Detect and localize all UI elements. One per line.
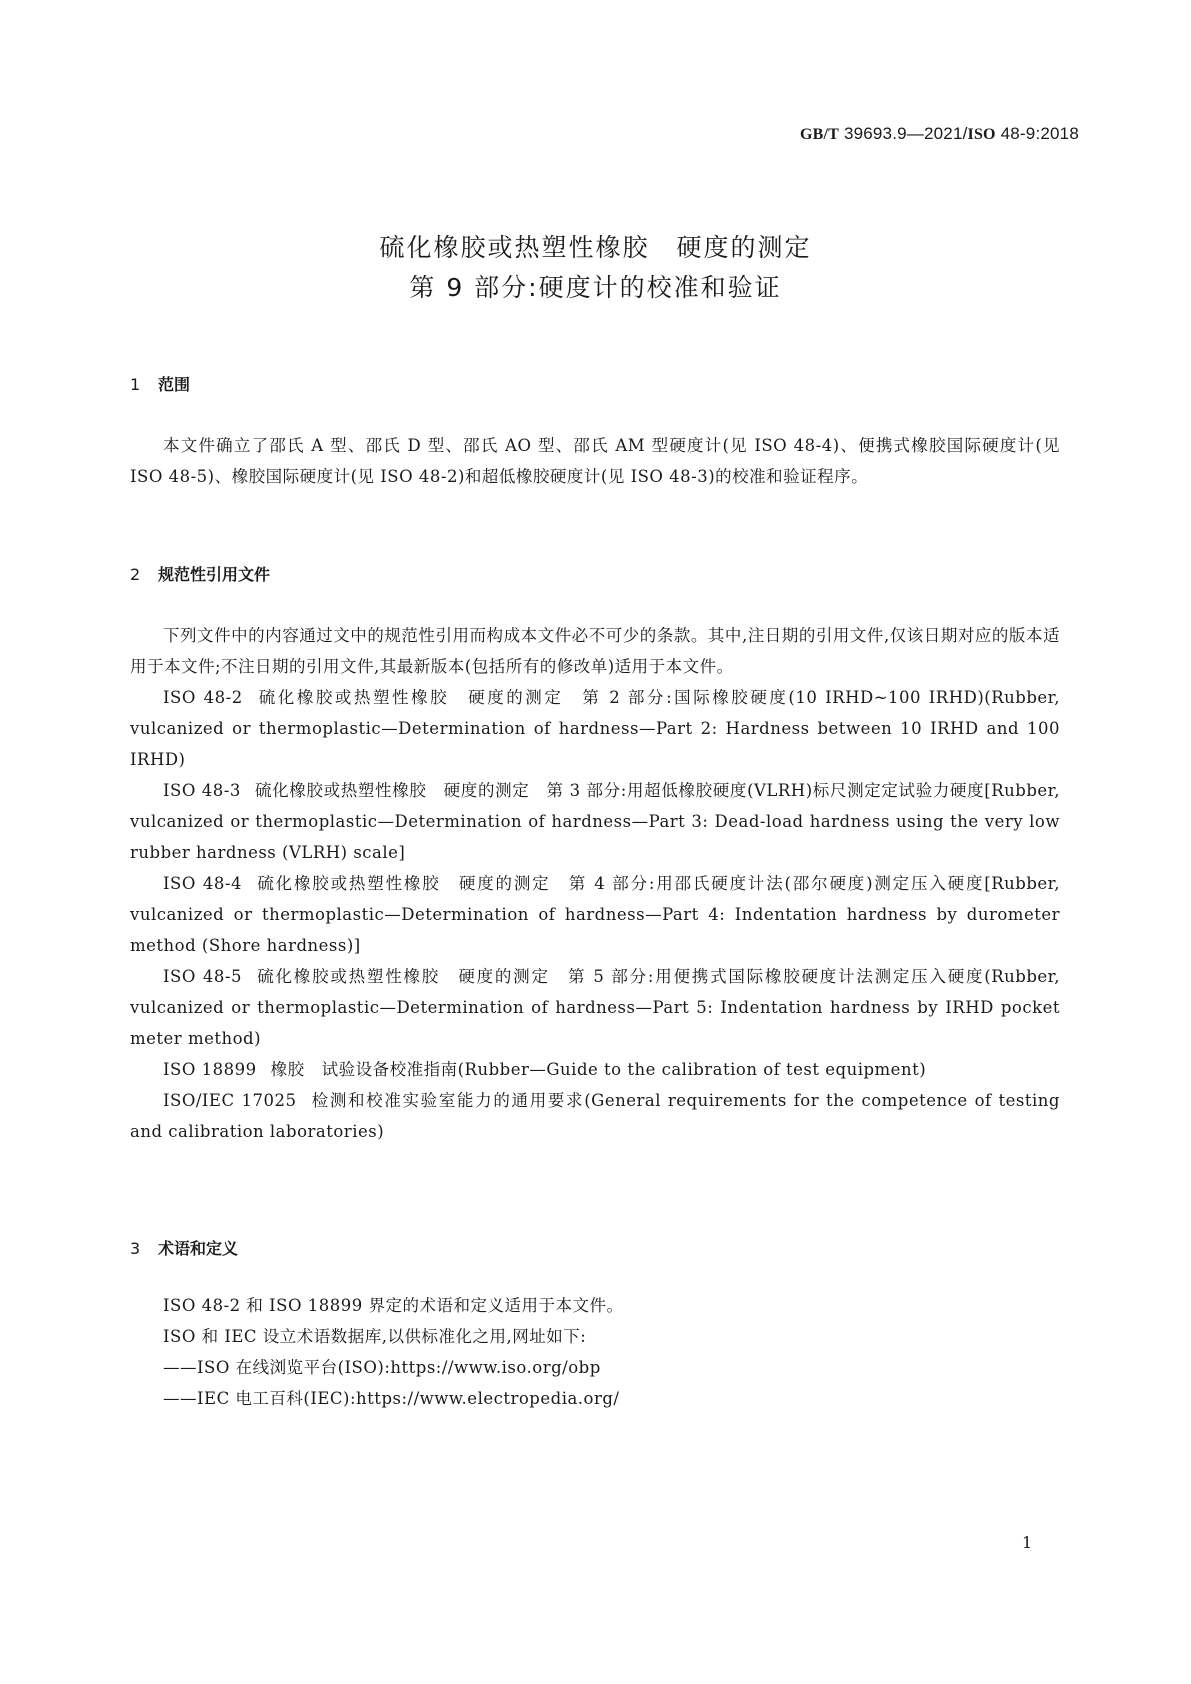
section-number: 2 [130,565,141,584]
reference-code: ISO 48-3 [163,781,241,800]
section-1-heading [130,372,190,395]
reference-item [130,1085,1060,1147]
reference-title: 硫化橡胶或热塑性橡胶 硬度的测定 第 4 部分:用邵氏硬度计法(邵尔硬度)测定压入硬度[Rubber, vulcanized or thermoplastic—Determination of hardness—Part 4: Indentation hardness by durometer method (Shore hardness)] [130,874,1060,955]
reference-title: 硫化橡胶或热塑性橡胶 硬度的测定 第 5 部分:用便携式国际橡胶硬度计法测定压入硬度(Rubber, vulcanized or thermoplastic—Determination of hardness—Part 5: Indentation hardness by IRHD pocket meter method) [130,967,1060,1048]
electropedia-link[interactable]: ——IEC 电工百科(IEC):https://www.electropedia.org/ [163,1389,620,1408]
reference-title: 硫化橡胶或热塑性橡胶 硬度的测定 第 3 部分:用超低橡胶硬度(VLRH)标尺测定定试验力硬度[Rubber, vulcanized or thermoplastic—Determination of hardness—Part 3: Dead-load hardness using the very low rubber hardness (VLRH) scale] [130,781,1060,862]
standard-code [800,124,1079,144]
reference-code: ISO 48-4 [163,874,242,893]
terms-paragraph: ISO 和 IEC 设立术语数据库,以供标准化之用,网址如下: [163,1327,587,1346]
reference-code: ISO 18899 [163,1060,257,1079]
section-title: 术语和定义 [158,1239,239,1258]
reference-code: ISO 48-2 [163,688,243,707]
reference-item [130,682,1060,775]
section-number: 1 [130,375,141,394]
iso-obp-link[interactable]: ——ISO 在线浏览平台(ISO):https://www.iso.org/obp [163,1358,601,1377]
terms-paragraph: ISO 48-2 和 ISO 18899 界定的术语和定义适用于本文件。 [163,1296,624,1315]
normative-intro: 下列文件中的内容通过文中的规范性引用而构成本文件必不可少的条款。其中,注日期的引用文件,仅该日期对应的版本适用于本文件;不注日期的引用文件,其最新版本(包括所有的修改单)适用于本文件。 [130,626,1060,676]
normative-references-body [130,620,1060,1147]
reference-title: 硫化橡胶或热塑性橡胶 硬度的测定 第 2 部分:国际橡胶硬度(10 IRHD~100 IRHD)(Rubber, vulcanized or thermoplastic—Determination of hardness—Part 2: Hardness between 10 IRHD and 100 IRHD) [130,688,1060,769]
scope-paragraph: 本文件确立了邵氏 A 型、邵氏 D 型、邵氏 AO 型、邵氏 AM 型硬度计(见 ISO 48-4)、便携式橡胶国际硬度计(见 ISO 48-5)、橡胶国际硬度计(见 ISO 48-2)和超低橡胶硬度计(见 ISO 48-3)的校准和验证程序。 [130,436,1060,486]
reference-title: 检测和校准实验室能力的通用要求(General requirements for the competence of testing and calibration laboratories) [130,1091,1060,1141]
iso-prefix: ISO [967,126,996,143]
reference-item [130,1054,1060,1085]
reference-item [130,961,1060,1054]
document-title-line2: 第 9 部分:硬度计的校准和验证 [409,273,782,302]
section-3-heading [130,1236,238,1259]
page-number: 1 [1022,1533,1033,1552]
iso-number: 48-9:2018 [995,124,1079,143]
section-2-heading [130,562,270,585]
reference-item [130,868,1060,961]
reference-code: ISO/IEC 17025 [163,1091,297,1110]
section-number: 3 [130,1239,141,1258]
section-title: 规范性引用文件 [158,565,271,584]
section-title: 范围 [158,375,191,394]
document-title-line1: 硫化橡胶或热塑性橡胶 硬度的测定 [379,233,812,262]
reference-title: 橡胶 试验设备校准指南(Rubber—Guide to the calibration of test equipment) [270,1060,927,1079]
standard-prefix: GB/T [799,126,840,143]
standard-number: 39693.9—2021/ [839,124,968,143]
reference-code: ISO 48-5 [163,967,242,986]
reference-item [130,775,1060,868]
terms-body [130,1290,1060,1414]
